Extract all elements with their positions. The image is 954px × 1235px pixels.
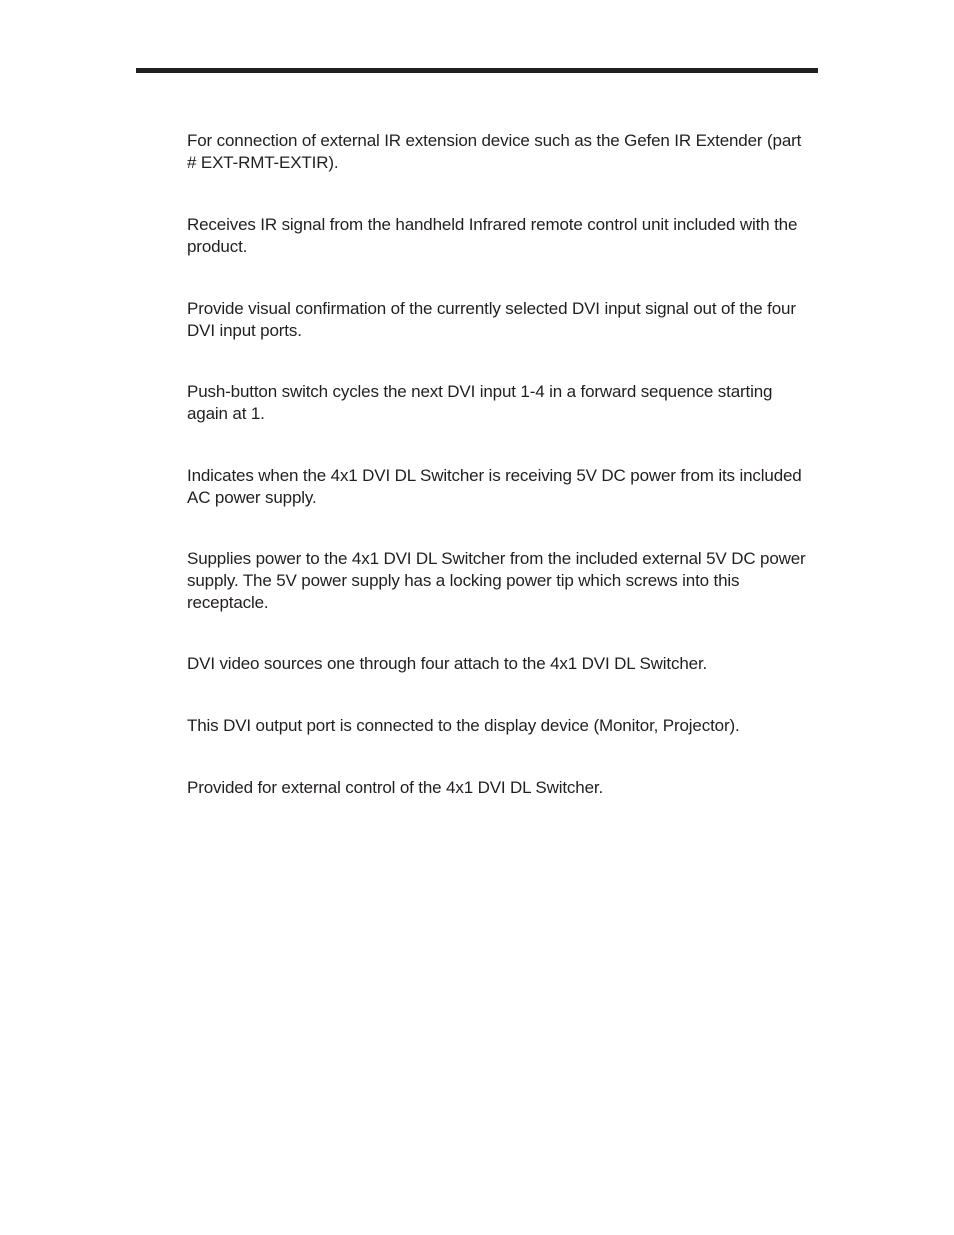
rs232-description: Provided for external control of the 4x1 DVI DL Switcher. [187, 778, 604, 797]
ir-extension-description: For connection of external IR extension device such as the Gefen IR Extender (part # EXT-RMT-EXTIR). [187, 131, 802, 172]
dvi-output-description: This DVI output port is connected to the display device (Monitor, Projector). [187, 716, 740, 735]
input-select-button-description: Push-button switch cycles the next DVI input 1-4 in a forward sequence starting again at 1. [187, 382, 773, 423]
header-rule [136, 68, 818, 73]
input-led-description: Provide visual confirmation of the currently selected DVI input signal out of the four DVI input ports. [187, 299, 796, 340]
dvi-inputs-description: DVI video sources one through four attach to the 4x1 DVI DL Switcher. [187, 654, 708, 673]
ir-sensor-description: Receives IR signal from the handheld Infrared remote control unit included with the product. [187, 215, 798, 256]
power-receptacle-description: Supplies power to the 4x1 DVI DL Switcher from the included external 5V DC power supply. The 5V power supply has a locking power tip which screws into this receptacle. [187, 549, 806, 612]
power-led-description: Indicates when the 4x1 DVI DL Switcher is receiving 5V DC power from its included AC power supply. [187, 466, 802, 507]
